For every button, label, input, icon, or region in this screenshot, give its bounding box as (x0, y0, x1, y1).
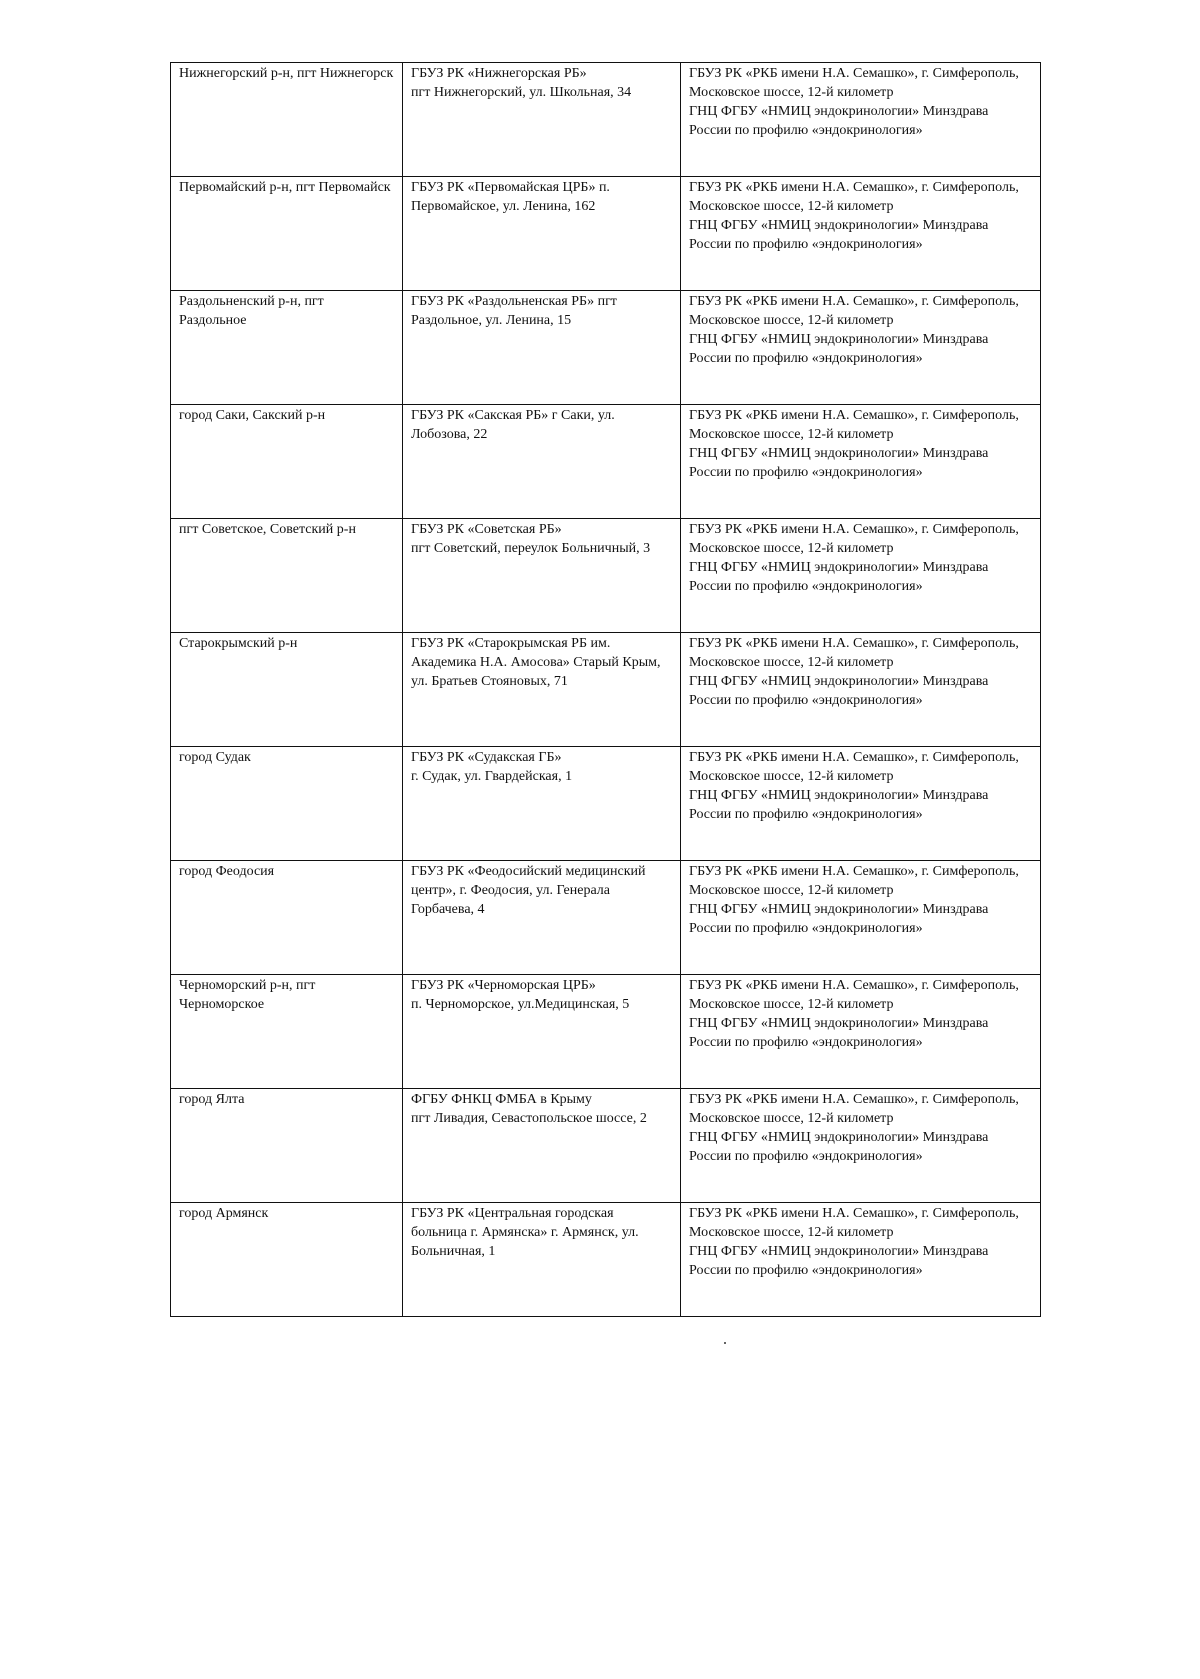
local-facility-text: пгт Нижнегорский, ул. Школьная, 34 (411, 85, 632, 100)
referral-center-text: ГБУЗ РК «РКБ имени Н.А. Семашко», г. Симферополь, Московское шоссе, 12-й километр (689, 978, 1019, 1012)
referral-center-cell (681, 861, 1041, 975)
referral-center-cell (681, 63, 1041, 177)
referral-center-text: ГБУЗ РК «РКБ имени Н.А. Семашко», г. Симферополь, Московское шоссе, 12-й километр (689, 1206, 1019, 1240)
local-facility-text: п. Черноморское, ул.Медицинская, 5 (411, 997, 630, 1012)
district-text: город Ялта (179, 1092, 245, 1107)
local-facility-cell (403, 519, 681, 633)
referral-center-text: ГНЦ ФГБУ «НМИЦ эндокринологии» Минздрава России по профилю «эндокринология» (689, 1016, 989, 1050)
referral-center-cell (681, 291, 1041, 405)
table-row (171, 519, 1041, 633)
referral-center-text: ГНЦ ФГБУ «НМИЦ эндокринологии» Минздрава России по профилю «эндокринология» (689, 104, 989, 138)
table-row (171, 1089, 1041, 1203)
referral-center-text: ГНЦ ФГБУ «НМИЦ эндокринологии» Минздрава России по профилю «эндокринология» (689, 1244, 989, 1278)
local-facility-cell (403, 747, 681, 861)
table-row (171, 975, 1041, 1089)
referral-center-cell (681, 747, 1041, 861)
referral-center-text: ГБУЗ РК «РКБ имени Н.А. Семашко», г. Симферополь, Московское шоссе, 12-й километр (689, 864, 1019, 898)
local-facility-text: г. Судак, ул. Гвардейская, 1 (411, 769, 573, 784)
local-facility-cell (403, 291, 681, 405)
district-cell (171, 633, 403, 747)
district-cell (171, 747, 403, 861)
district-text: Раздольненский р-н, пгт Раздольное (179, 294, 324, 328)
district-cell (171, 177, 403, 291)
referral-center-text: ГНЦ ФГБУ «НМИЦ эндокринологии» Минздрава России по профилю «эндокринология» (689, 674, 989, 708)
referral-center-text: ГБУЗ РК «РКБ имени Н.А. Семашко», г. Симферополь, Московское шоссе, 12-й километр (689, 180, 1019, 214)
referral-center-cell (681, 975, 1041, 1089)
referral-center-text: ГБУЗ РК «РКБ имени Н.А. Семашко», г. Симферополь, Московское шоссе, 12-й километр (689, 750, 1019, 784)
district-cell (171, 291, 403, 405)
local-facility-text: ГБУЗ РК «Советская РБ» (411, 522, 562, 537)
referral-center-cell (681, 177, 1041, 291)
local-facility-text: пгт Ливадия, Севастопольское шоссе, 2 (411, 1111, 647, 1126)
district-text: Старокрымский р-н (179, 636, 298, 651)
local-facility-cell (403, 1089, 681, 1203)
table-row (171, 291, 1041, 405)
referral-center-cell (681, 1089, 1041, 1203)
table-row (171, 1203, 1041, 1317)
table-row (171, 633, 1041, 747)
referral-center-text: ГБУЗ РК «РКБ имени Н.А. Семашко», г. Симферополь, Московское шоссе, 12-й километр (689, 636, 1019, 670)
referral-center-cell (681, 633, 1041, 747)
referral-center-text: ГНЦ ФГБУ «НМИЦ эндокринологии» Минздрава России по профилю «эндокринология» (689, 1130, 989, 1164)
table-row (171, 177, 1041, 291)
district-text: Первомайский р-н, пгт Первомайск (179, 180, 391, 195)
local-facility-cell (403, 861, 681, 975)
table-row (171, 63, 1041, 177)
local-facility-cell (403, 633, 681, 747)
referral-center-cell (681, 519, 1041, 633)
local-facility-cell (403, 975, 681, 1089)
district-text: город Судак (179, 750, 251, 765)
clinic-routing-table (170, 62, 1041, 1317)
local-facility-text: ГБУЗ РК «Первомайская ЦРБ» п. Первомайское, ул. Ленина, 162 (411, 180, 610, 214)
referral-center-text: ГБУЗ РК «РКБ имени Н.А. Семашко», г. Симферополь, Московское шоссе, 12-й километр (689, 66, 1019, 100)
district-text: город Армянск (179, 1206, 269, 1221)
district-text: Нижнегорский р-н, пгт Нижнегорск (179, 66, 394, 81)
referral-center-text: ГБУЗ РК «РКБ имени Н.А. Семашко», г. Симферополь, Московское шоссе, 12-й километр (689, 1092, 1019, 1126)
district-text: город Феодосия (179, 864, 275, 879)
referral-center-text: ГНЦ ФГБУ «НМИЦ эндокринологии» Минздрава России по профилю «эндокринология» (689, 560, 989, 594)
table-body (171, 63, 1041, 1317)
referral-center-text: ГНЦ ФГБУ «НМИЦ эндокринологии» Минздрава России по профилю «эндокринология» (689, 788, 989, 822)
local-facility-text: пгт Советский, переулок Больничный, 3 (411, 541, 651, 556)
local-facility-text: ГБУЗ РК «Феодосийский медицинский центр», г. Феодосия, ул. Генерала Горбачева, 4 (411, 864, 646, 917)
district-cell (171, 63, 403, 177)
referral-center-cell (681, 405, 1041, 519)
local-facility-text: ГБУЗ РК «Судакская ГБ» (411, 750, 562, 765)
district-cell (171, 975, 403, 1089)
local-facility-text: ГБУЗ РК «Раздольненская РБ» пгт Раздольное, ул. Ленина, 15 (411, 294, 617, 328)
referral-center-text: ГНЦ ФГБУ «НМИЦ эндокринологии» Минздрава России по профилю «эндокринология» (689, 902, 989, 936)
stray-mark (724, 1342, 726, 1344)
district-cell (171, 861, 403, 975)
referral-center-text: ГНЦ ФГБУ «НМИЦ эндокринологии» Минздрава России по профилю «эндокринология» (689, 446, 989, 480)
table-row (171, 861, 1041, 975)
local-facility-cell (403, 405, 681, 519)
district-text: пгт Советское, Советский р-н (179, 522, 356, 537)
district-text: Черноморский р-н, пгт Черноморское (179, 978, 316, 1012)
district-cell (171, 1089, 403, 1203)
referral-center-text: ГНЦ ФГБУ «НМИЦ эндокринологии» Минздрава России по профилю «эндокринология» (689, 332, 989, 366)
local-facility-cell (403, 63, 681, 177)
local-facility-text: ГБУЗ РК «Нижнегорская РБ» (411, 66, 587, 81)
district-text: город Саки, Сакский р-н (179, 408, 326, 423)
district-cell (171, 519, 403, 633)
referral-center-text: ГБУЗ РК «РКБ имени Н.А. Семашко», г. Симферополь, Московское шоссе, 12-й километр (689, 294, 1019, 328)
local-facility-cell (403, 177, 681, 291)
district-cell (171, 1203, 403, 1317)
district-cell (171, 405, 403, 519)
table-row (171, 747, 1041, 861)
referral-center-text: ГБУЗ РК «РКБ имени Н.А. Семашко», г. Симферополь, Московское шоссе, 12-й километр (689, 408, 1019, 442)
referral-center-cell (681, 1203, 1041, 1317)
referral-center-text: ГНЦ ФГБУ «НМИЦ эндокринологии» Минздрава России по профилю «эндокринология» (689, 218, 989, 252)
referral-center-text: ГБУЗ РК «РКБ имени Н.А. Семашко», г. Симферополь, Московское шоссе, 12-й километр (689, 522, 1019, 556)
local-facility-cell (403, 1203, 681, 1317)
local-facility-text: ГБУЗ РК «Центральная городская больница г. Армянска» г. Армянск, ул. Больничная, 1 (411, 1206, 639, 1259)
local-facility-text: ГБУЗ РК «Черноморская ЦРБ» (411, 978, 596, 993)
local-facility-text: ГБУЗ РК «Старокрымская РБ им. Академика Н.А. Амосова» Старый Крым, ул. Братьев Стояновых, 71 (411, 636, 661, 689)
local-facility-text: ФГБУ ФНКЦ ФМБА в Крыму (411, 1092, 592, 1107)
local-facility-text: ГБУЗ РК «Сакская РБ» г Саки, ул. Лобозова, 22 (411, 408, 615, 442)
table-row (171, 405, 1041, 519)
